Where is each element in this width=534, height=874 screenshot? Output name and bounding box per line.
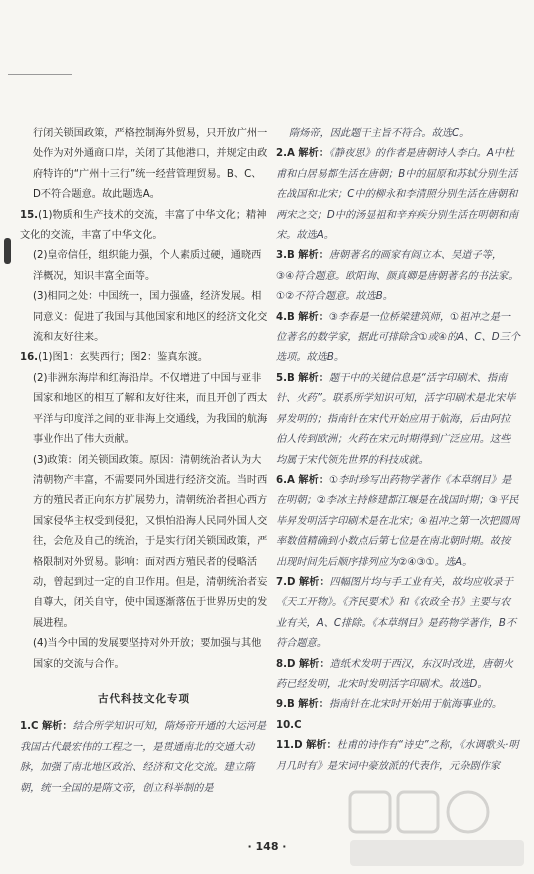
answer-letter: D <box>294 740 307 752</box>
answer-paragraph <box>20 634 268 675</box>
section-title: 古代科技文化专项 <box>98 692 190 705</box>
answer-letter: D <box>286 658 299 670</box>
answer-item <box>276 471 520 573</box>
analysis-text: ③李春是一位桥梁建筑师，①祖冲之是一位著名的数学家，据此可排除含①或④的A、C、D三个选项。故选B。 <box>276 311 520 364</box>
answer-item <box>276 716 520 736</box>
answer-text: (1)物质和生产技术的交流，丰富了中华文化；精神文化的交流，丰富了中华文化。 <box>20 209 267 242</box>
analysis-text: 四幅图片均与手工业有关，故均应收录于《天工开物》。《齐民要术》和《农政全书》主要与农业有关，A、C排除。《本草纲目》是药物学著作，B不符合题意。 <box>276 576 517 650</box>
answer-letter: B <box>286 250 299 262</box>
answer-letter: D <box>286 576 299 588</box>
question-number: 10. <box>276 719 295 731</box>
question-number: 2. <box>276 148 287 160</box>
answer-text: 行闭关锁国政策，严格控制海外贸易，只开放广州一处作为对外通商口岸，关闭了其他港口，并规定由政府特许的“广州十三行”统一经营管理贸易。B、C、D不符合题意。故此题选A。 <box>33 128 268 201</box>
analysis-label: 解析： <box>298 474 329 486</box>
left-column <box>20 124 268 799</box>
question-number: 1. <box>20 721 31 733</box>
answer-letter: B <box>286 699 299 711</box>
answer-text: (1)图1：玄奘西行；图2：鉴真东渡。 <box>38 352 209 364</box>
answer-item <box>276 695 520 715</box>
watermark-logo <box>346 786 528 870</box>
answer-paragraph <box>20 206 268 247</box>
answer-paragraph <box>20 348 268 368</box>
analysis-text: 唐朝著名的画家有阎立本、吴道子等，③④符合题意。欧阳询、颜真卿是唐朝著名的书法家。①②不符合题意。故选B。 <box>276 250 519 303</box>
analysis-text: 指南针在北宋时开始用于航海事业的。 <box>328 699 503 711</box>
answer-letter: A <box>286 474 299 486</box>
answer-item <box>276 736 520 777</box>
question-number: 7. <box>276 576 287 588</box>
answer-paragraph <box>20 369 268 451</box>
analysis-label: 解析： <box>298 658 330 670</box>
question-number: 4. <box>276 311 287 323</box>
analysis-text: 隋炀帝，因此题干主旨不符合。故选C。 <box>289 128 470 139</box>
binding-mark <box>4 238 11 264</box>
question-number: 11. <box>276 740 295 752</box>
question-number: 15. <box>20 209 39 221</box>
question-number: 6. <box>276 474 287 486</box>
header-rule <box>8 74 72 75</box>
analysis-text: 题干中的关键信息是“活字印刷术、指南针、火药”。联系所学知识可知，活字印刷术是北宋毕昇发明的；指南针在宋代开始应用于航海，后由阿拉伯人传到欧洲；火药在宋元时期得到广泛应用。这些均属于宋代领先世界的科技成就。 <box>276 372 516 466</box>
analysis-label: 解析： <box>298 311 329 323</box>
right-column <box>276 124 520 777</box>
page-number: · 148 · <box>247 840 287 853</box>
question-number: 3. <box>276 250 287 262</box>
answer-item <box>276 246 520 307</box>
answer-text: (3)相同之处：中国统一，国力强盛，经济发展。相同意义：促进了我国与其他国家和地区的经济文化交流和友好往来。 <box>33 291 268 344</box>
question-number: 16. <box>20 352 39 364</box>
answer-item <box>276 124 520 144</box>
analysis-label: 解析： <box>298 372 329 384</box>
answer-item <box>276 573 520 655</box>
answer-item <box>276 144 520 246</box>
answer-item <box>20 717 268 799</box>
answer-letter: C <box>30 721 42 733</box>
analysis-text: 造纸术发明于西汉，东汉时改进，唐朝火药已经发明，北宋时发明活字印刷术。故选D。 <box>276 658 513 690</box>
answer-letter: C <box>294 719 302 731</box>
answer-paragraph <box>20 451 268 635</box>
answer-text: (2)非洲东海岸和红海沿岸。不仅增进了中国与亚非国家和地区的相互了解和友好往来，而且开创了西太平洋与印度洋之间的亚非海上交通线，为我国的航海事业作出了伟大贡献。 <box>33 372 268 446</box>
answer-text: (3)政策：闭关锁国政策。原因：清朝统治者认为大清朝物产丰富，不需要同外国进行经济交流。当时西方的殖民者正向东方扩展势力，清朝统治者担心西方国家侵华主权受到侵犯，又惧怕沿海人民同外国人交往，会危及自己的统治，于是实行闭关锁国政策，严格限制对外贸易。影响：面对西方殖民者的侵略活动，曾起到过一定的自卫作用。但是，清朝统治者妄自尊大，闭关自守，使中国逐渐落伍于世界历史的发展进程。 <box>33 454 268 629</box>
answer-letter: A <box>286 148 299 160</box>
answer-letter: B <box>286 311 299 323</box>
answer-item <box>276 369 520 471</box>
analysis-label: 解析： <box>298 576 330 588</box>
analysis-label: 解析： <box>42 721 73 733</box>
analysis-text: 杜甫的诗作有“诗史”之称，《水调歌头·明月几时有》是宋词中豪放派的代表作，元杂剧作家 <box>276 740 519 772</box>
answer-letter: B <box>286 372 299 384</box>
answer-text: (4)当今中国的发展要坚持对外开放；要加强与其他国家的交流与合作。 <box>33 638 262 670</box>
question-number: 9. <box>276 699 287 711</box>
analysis-label: 解析： <box>298 699 329 711</box>
question-number: 8. <box>276 658 287 670</box>
answer-item <box>276 308 520 369</box>
answer-text: (2)皇帝信任，组织能力强，个人素质过硬，通晓西洋概况，知识丰富全面等。 <box>33 250 262 282</box>
question-number: 5. <box>276 372 287 384</box>
analysis-text: 《静夜思》的作者是唐朝诗人李白。A中杜甫和白居易都生活在唐朝；B中的屈原和苏轼分别生活在战国和北宋；C中的柳永和李清照分别生活在唐朝和两宋之交；D中的汤显祖和辛弃疾分别生活在明朝和南宋。故选A。 <box>276 148 519 242</box>
analysis-label: 解析： <box>306 740 337 752</box>
answer-item <box>276 655 520 696</box>
analysis-text: 结合所学知识可知，隋炀帝开通的大运河是我国古代最宏伟的工程之一，是贯通南北的交通大动脉，加强了南北地区政治、经济和文化交流。建立隋朝，统一全国的是隋文帝，创立科举制的是 <box>20 721 267 794</box>
answer-paragraph <box>20 124 268 206</box>
analysis-label: 解析： <box>298 148 329 160</box>
answer-paragraph <box>20 287 268 348</box>
analysis-label: 解析： <box>298 250 329 262</box>
analysis-text: ①李时珍写出药物学著作《本草纲目》是在明朝；②李冰主持修建都江堰是在战国时期；③平民毕昇发明活字印刷术是在北宋；④祖冲之第一次把圆周率数值精确到小数点后第七位是在南北朝时期。故按出现时间先后顺序排列应为②④③①。选A。 <box>276 474 520 568</box>
answer-paragraph <box>20 246 268 287</box>
